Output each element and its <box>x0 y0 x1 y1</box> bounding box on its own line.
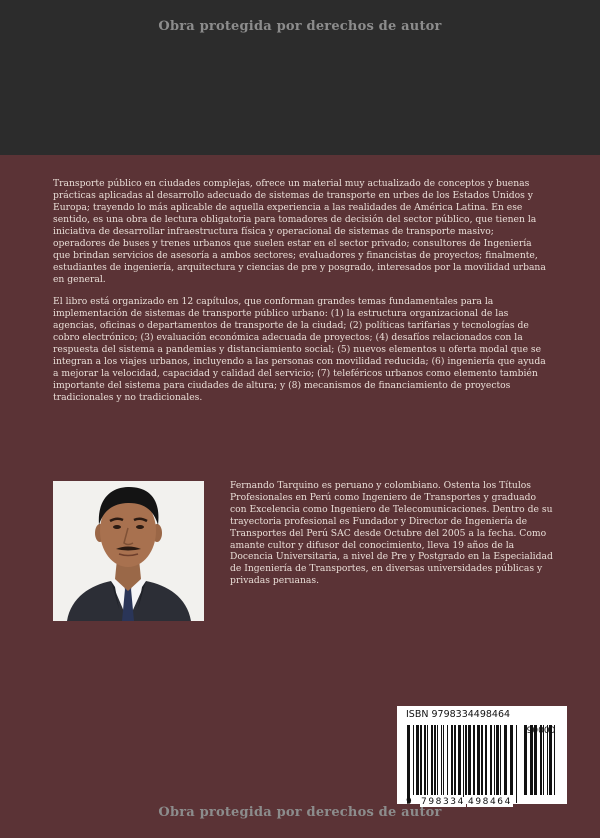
ean-left-digits: 798334 <box>421 797 465 807</box>
author-bio: Fernando Tarquino es peruano y colombiano. Ostenta los Títulos Profesionales en Perú como Ingeniero de Transportes y graduado con Excelencia como Ingeniero de Telecomunicaciones. Dentro de su trayectoria profesional es Fundador y Director de Ingeniería de Transportes del Perú SAC desde Octubre del 2005 a la fecha. Como amante cultor y difusor del conocimiento, lleva 19 años de la Docencia Universitaria, a nivel de Pre y Postgrado en la Especialidad de Ingeniería de Transportes, en diversas universidades públicas y privadas peruanas. <box>230 480 553 587</box>
ean-first-digit: 9 <box>406 797 412 807</box>
addon-barcode-bars <box>523 725 559 803</box>
isbn-label: ISBN 9798334498464 <box>406 709 511 720</box>
blurb-paragraph-2: El libro está organizado en 12 capítulos, que conforman grandes temas fundamentales para la implementación de sistemas de transporte público urbano: (1) la estructura organizacional de las agencias, oficinas o departamentos de transporte de la ciudad; (2) políticas tarifarias y tecnologías de cobro electrónico; (3) evaluación económica adecuada de proyectos; (4) desafíos relacionados con la respuesta del sistema a pandemias y distanciamiento social; (5) nuevos elementos u oferta modal que se integran a los viajes urbanos, incluyendo a las personas con movilidad reducida; (6) ingeniería que ayuda a mejorar la velocidad, capacidad y calidad del servicio; (7) teleféricos urbanos como elemento también importante del sistema para ciudades de altura; y (8) mecanismos de financiamiento de proyectos tradicionales y no tradicionales. <box>53 296 546 403</box>
watermark-bottom: Obra protegida por derechos de autor <box>158 805 442 820</box>
blurb-paragraph-1: Transporte público en ciudades complejas, ofrece un material muy actualizado de conceptos y buenas prácticas aplicadas al desarrollo adecuado de sistemas de transporte en urbes de los Estados Unidos y Europa; trayendo lo más aplicable de aquella experiencia a las realidades de América Latina. En ese sentido, es una obra de lectura obligatoria para tomadores de decisión del sector público, que tienen la iniciativa de desarrollar infraestructura física y operacional de sistemas de transporte masivo; operadores de buses y trenes urbanos que suelen estar en el sector privado; consultores de Ingeniería que brindan servicios de asesoría a ambos sectores; evaluadores y financistas de proyectos; finalmente, estudiantes de ingeniería, arquitectura y ciencias de pre y posgrado, interesados por la movilidad urbana en general. <box>53 178 546 285</box>
ean-barcode-bars <box>406 725 518 803</box>
addon-number: 90000 <box>526 726 556 736</box>
author-portrait-illustration <box>53 481 204 621</box>
watermark-top: Obra protegida por derechos de autor <box>158 19 442 34</box>
author-photo <box>53 481 204 621</box>
ean-right-digits: 498464 <box>468 797 512 807</box>
isbn-barcode <box>397 706 567 807</box>
